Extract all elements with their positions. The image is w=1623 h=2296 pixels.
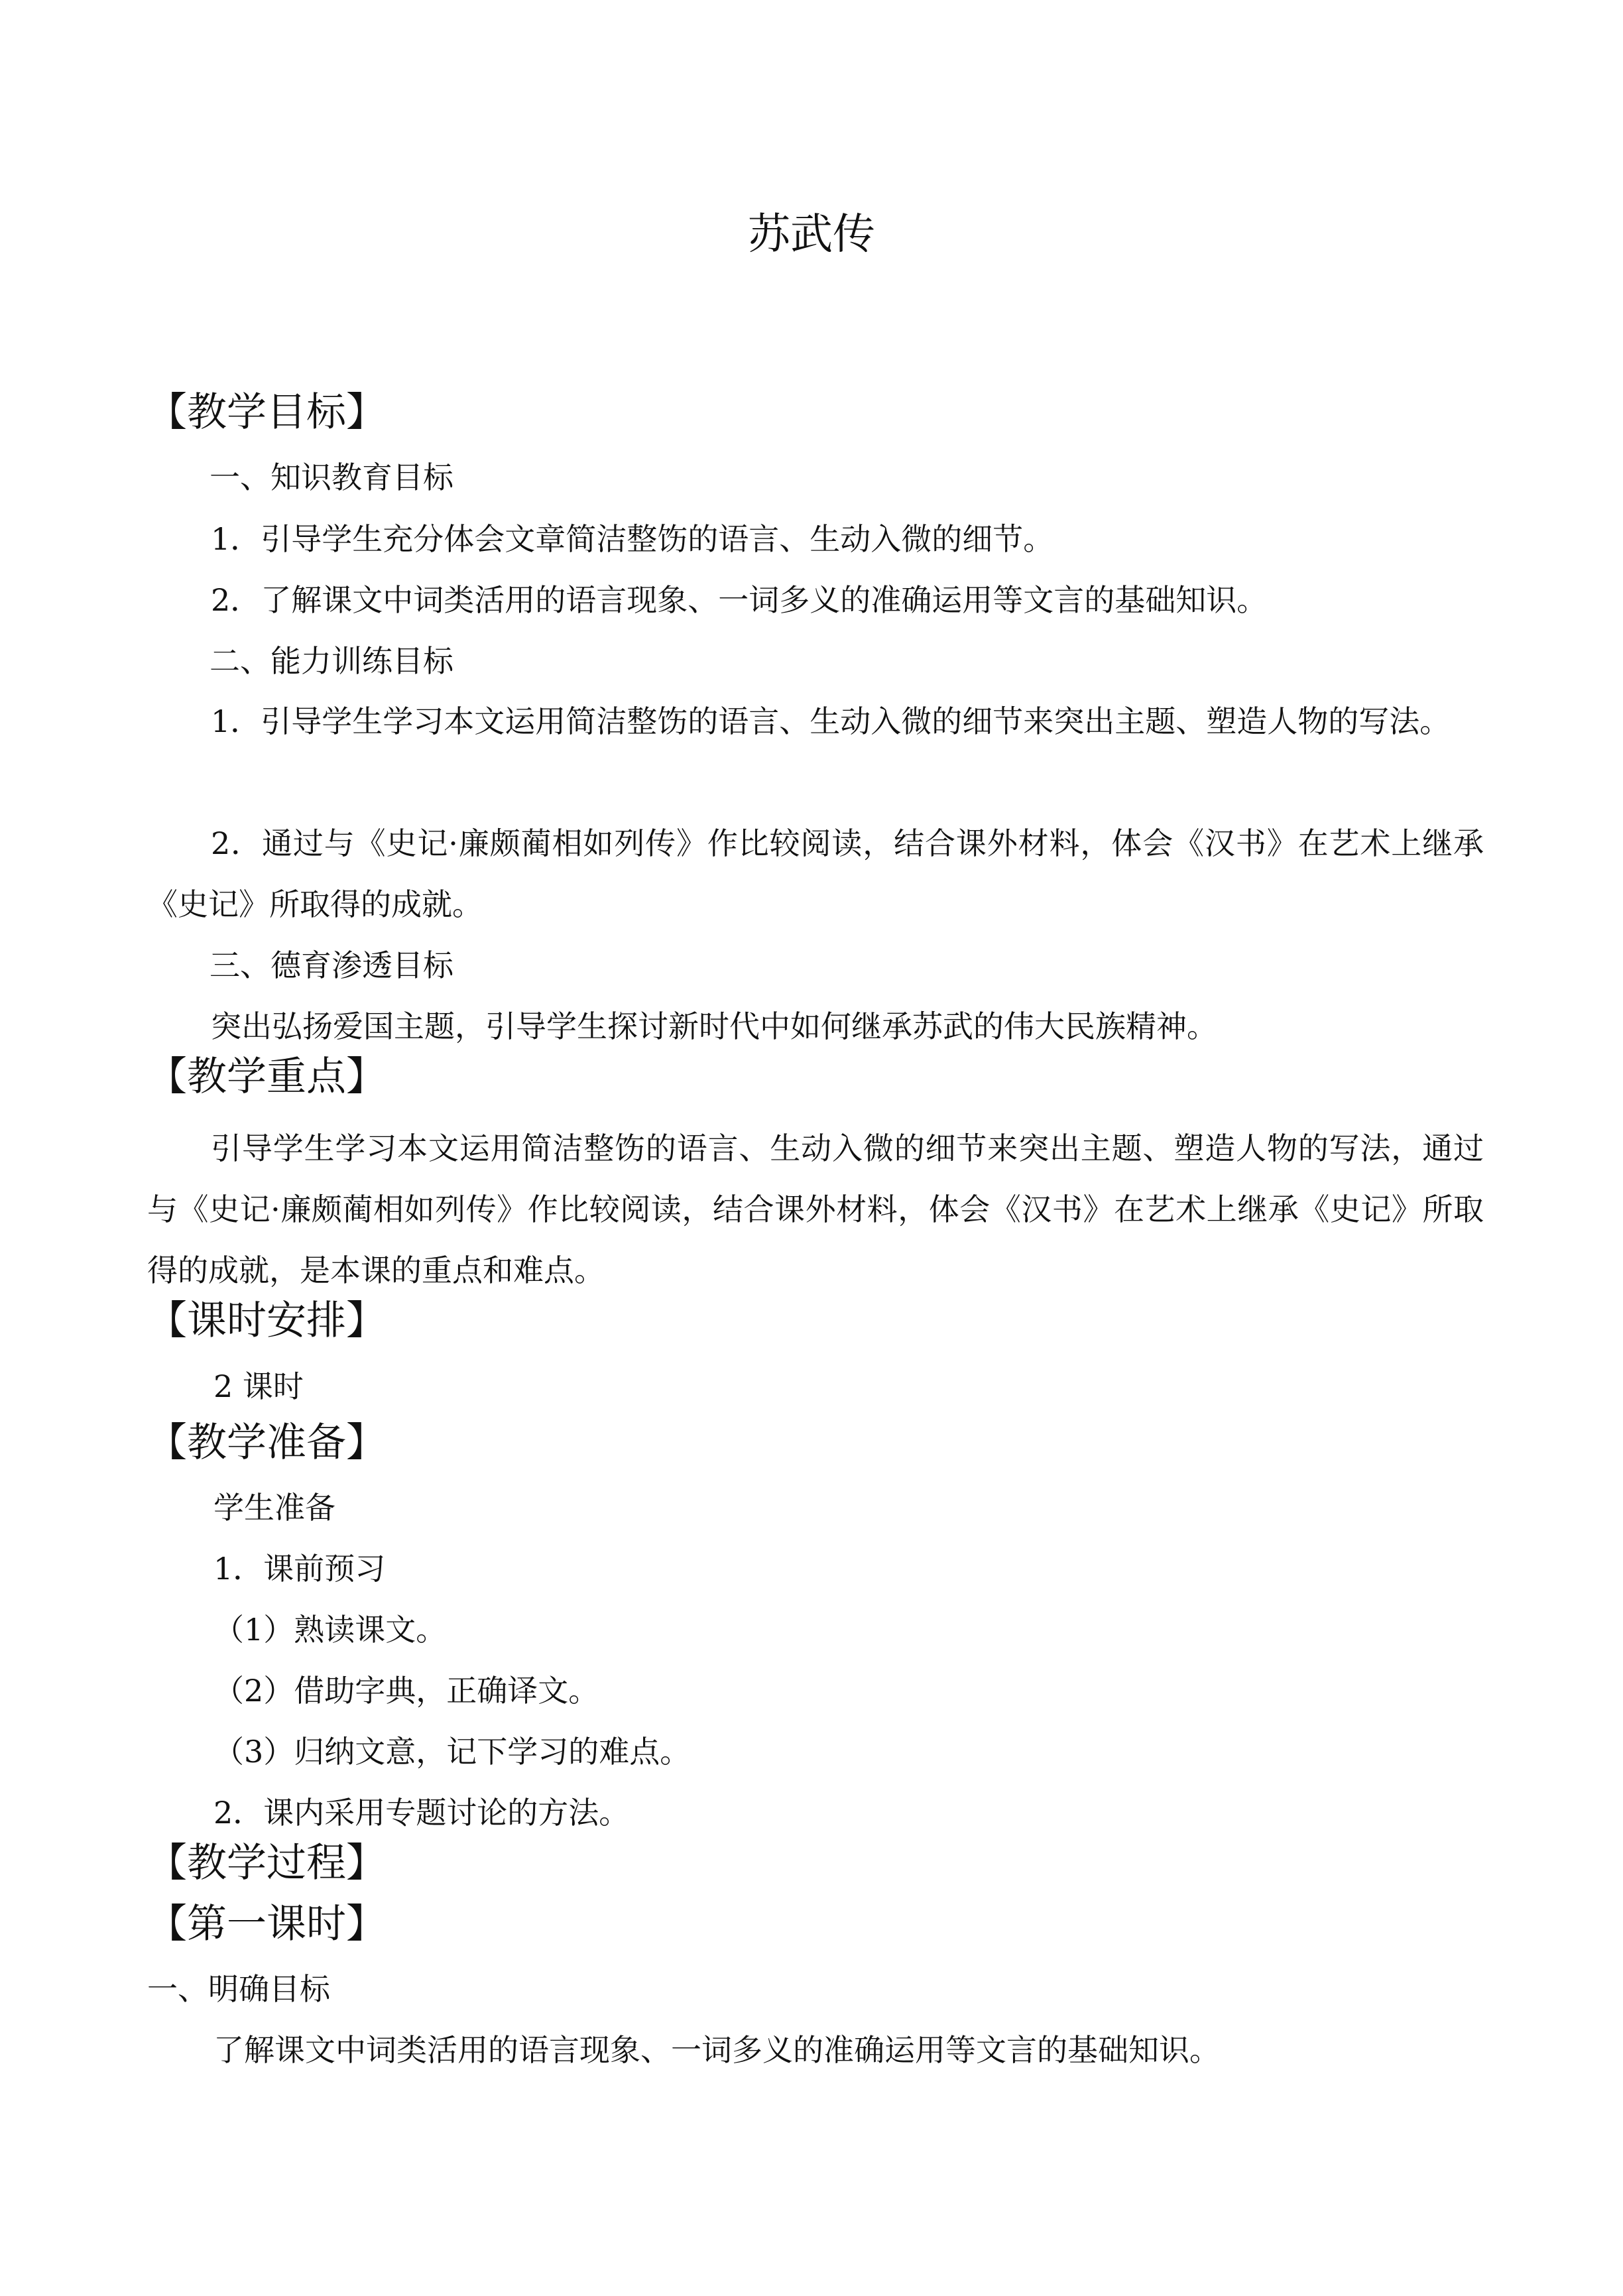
preparation-sub-2: （2）借助字典，正确译文。 bbox=[213, 1673, 599, 1709]
goal-heading: 一、明确目标 bbox=[147, 1971, 330, 2007]
objectives-heading: 【教学目标】 bbox=[147, 389, 386, 436]
moral-heading: 三、德育渗透目标 bbox=[210, 947, 453, 983]
document-title: 苏武传 bbox=[748, 210, 875, 259]
schedule-text: 2 课时 bbox=[213, 1368, 304, 1404]
goal-text: 了解课文中词类活用的语言现象、一词多义的准确运用等文言的基础知识。 bbox=[213, 2032, 1220, 2068]
preparation-sub-3: （3）归纳文意，记下学习的难点。 bbox=[213, 1734, 691, 1770]
student-preparation: 学生准备 bbox=[213, 1490, 335, 1526]
schedule-heading: 【课时安排】 bbox=[147, 1298, 386, 1344]
knowledge-item-1: 1．引导学生充分体会文章简洁整饬的语言、生动入微的细节。 bbox=[211, 521, 1054, 557]
lesson-1-heading: 【第一课时】 bbox=[147, 1901, 386, 1947]
key-points-heading: 【教学重点】 bbox=[147, 1054, 386, 1100]
preparation-item-2: 2．课内采用专题讨论的方法。 bbox=[213, 1795, 630, 1831]
key-points-text: 引导学生学习本文运用简洁整饬的语言、生动入微的细节来突出主题、塑造人物的写法，通过与《史记·廉颇蔺相如列传》作比较阅读，结合课外材料，体会《汉书》在艺术上继承《史记》所取得的成就，是本课的重点和难点。 bbox=[147, 1130, 1484, 1288]
preparation-heading: 【教学准备】 bbox=[147, 1420, 386, 1466]
knowledge-item-2: 2．了解课文中词类活用的语言现象、一词多义的准确运用等文言的基础知识。 bbox=[211, 582, 1268, 618]
preparation-sub-1: （1）熟读课文。 bbox=[213, 1612, 447, 1648]
moral-text: 突出弘扬爱国主题，引导学生探讨新时代中如何继承苏武的伟大民族精神。 bbox=[211, 1008, 1217, 1044]
process-heading: 【教学过程】 bbox=[147, 1840, 386, 1886]
ability-heading: 二、能力训练目标 bbox=[210, 643, 453, 679]
ability-item-1: 1．引导学生学习本文运用简洁整饬的语言、生动入微的细节来突出主题、塑造人物的写法。 bbox=[211, 703, 1451, 739]
ability-item-2: 2．通过与《史记·廉颇蔺相如列传》作比较阅读，结合课外材料，体会《汉书》在艺术上继承《史记》所取得的成就。 bbox=[147, 825, 1484, 922]
knowledge-heading: 一、知识教育目标 bbox=[210, 459, 453, 495]
preparation-item-1: 1．课前预习 bbox=[213, 1551, 386, 1587]
